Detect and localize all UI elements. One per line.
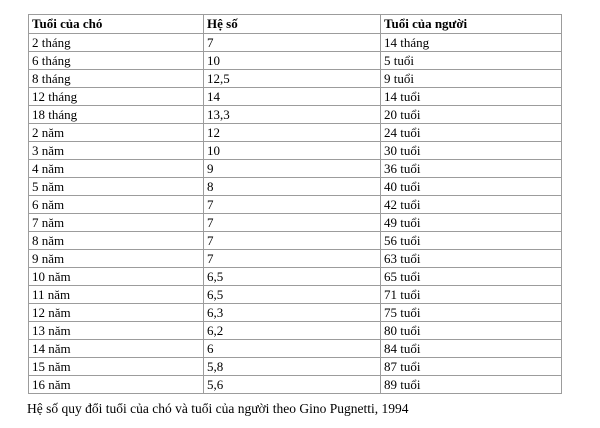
table-caption: Hệ số quy đổi tuổi của chó và tuổi của người theo Gino Pugnetti, 1994 bbox=[27, 401, 409, 416]
table-row bbox=[29, 250, 562, 268]
header-coefficient: Hệ số bbox=[204, 15, 381, 34]
cell-human-age: 49 tuổi bbox=[381, 214, 562, 232]
cell-dog-age: 16 năm bbox=[29, 376, 204, 394]
table-row bbox=[29, 142, 562, 160]
header-dog-age: Tuổi của chó bbox=[29, 15, 204, 34]
table-row bbox=[29, 286, 562, 304]
cell-human-age: 84 tuổi bbox=[381, 340, 562, 358]
cell-human-age: 5 tuổi bbox=[381, 52, 562, 70]
cell-dog-age: 3 năm bbox=[29, 142, 204, 160]
cell-coefficient: 7 bbox=[204, 232, 381, 250]
cell-dog-age: 5 năm bbox=[29, 178, 204, 196]
cell-dog-age: 7 năm bbox=[29, 214, 204, 232]
cell-dog-age: 8 tháng bbox=[29, 70, 204, 88]
cell-human-age: 56 tuổi bbox=[381, 232, 562, 250]
table-row bbox=[29, 52, 562, 70]
table-row bbox=[29, 214, 562, 232]
cell-human-age: 71 tuổi bbox=[381, 286, 562, 304]
table-row bbox=[29, 106, 562, 124]
cell-coefficient: 7 bbox=[204, 250, 381, 268]
cell-human-age: 9 tuổi bbox=[381, 70, 562, 88]
table-row bbox=[29, 124, 562, 142]
cell-dog-age: 9 năm bbox=[29, 250, 204, 268]
cell-human-age: 36 tuổi bbox=[381, 160, 562, 178]
cell-coefficient: 5,8 bbox=[204, 358, 381, 376]
cell-human-age: 24 tuổi bbox=[381, 124, 562, 142]
cell-dog-age: 4 năm bbox=[29, 160, 204, 178]
cell-coefficient: 5,6 bbox=[204, 376, 381, 394]
dog-age-conversion-table bbox=[28, 14, 562, 394]
cell-coefficient: 8 bbox=[204, 178, 381, 196]
cell-human-age: 14 tuổi bbox=[381, 88, 562, 106]
table-row bbox=[29, 70, 562, 88]
cell-coefficient: 7 bbox=[204, 214, 381, 232]
cell-coefficient: 13,3 bbox=[204, 106, 381, 124]
cell-dog-age: 12 tháng bbox=[29, 88, 204, 106]
cell-human-age: 75 tuổi bbox=[381, 304, 562, 322]
cell-coefficient: 10 bbox=[204, 52, 381, 70]
cell-dog-age: 11 năm bbox=[29, 286, 204, 304]
cell-dog-age: 2 năm bbox=[29, 124, 204, 142]
cell-human-age: 87 tuổi bbox=[381, 358, 562, 376]
table-row bbox=[29, 88, 562, 106]
cell-coefficient: 9 bbox=[204, 160, 381, 178]
cell-human-age: 20 tuổi bbox=[381, 106, 562, 124]
table-row bbox=[29, 268, 562, 286]
cell-coefficient: 6,3 bbox=[204, 304, 381, 322]
cell-coefficient: 7 bbox=[204, 34, 381, 52]
cell-dog-age: 14 năm bbox=[29, 340, 204, 358]
cell-coefficient: 12 bbox=[204, 124, 381, 142]
cell-dog-age: 2 tháng bbox=[29, 34, 204, 52]
cell-coefficient: 6,5 bbox=[204, 286, 381, 304]
cell-human-age: 89 tuổi bbox=[381, 376, 562, 394]
cell-dog-age: 10 năm bbox=[29, 268, 204, 286]
table-row bbox=[29, 232, 562, 250]
cell-dog-age: 18 tháng bbox=[29, 106, 204, 124]
cell-human-age: 40 tuổi bbox=[381, 178, 562, 196]
cell-dog-age: 13 năm bbox=[29, 322, 204, 340]
table-row bbox=[29, 160, 562, 178]
cell-coefficient: 14 bbox=[204, 88, 381, 106]
header-human-age: Tuổi của người bbox=[381, 15, 562, 34]
cell-coefficient: 7 bbox=[204, 196, 381, 214]
table-header bbox=[29, 15, 562, 34]
cell-human-age: 42 tuổi bbox=[381, 196, 562, 214]
cell-dog-age: 15 năm bbox=[29, 358, 204, 376]
cell-human-age: 14 tháng bbox=[381, 34, 562, 52]
table-body bbox=[29, 34, 562, 394]
table-row bbox=[29, 358, 562, 376]
cell-coefficient: 6,2 bbox=[204, 322, 381, 340]
cell-coefficient: 6 bbox=[204, 340, 381, 358]
table-row bbox=[29, 376, 562, 394]
cell-dog-age: 6 năm bbox=[29, 196, 204, 214]
cell-coefficient: 10 bbox=[204, 142, 381, 160]
table-row bbox=[29, 304, 562, 322]
cell-dog-age: 6 tháng bbox=[29, 52, 204, 70]
cell-human-age: 65 tuổi bbox=[381, 268, 562, 286]
table-header-row bbox=[29, 15, 562, 34]
table-row bbox=[29, 178, 562, 196]
cell-dog-age: 8 năm bbox=[29, 232, 204, 250]
table-row bbox=[29, 340, 562, 358]
cell-human-age: 30 tuổi bbox=[381, 142, 562, 160]
cell-human-age: 63 tuổi bbox=[381, 250, 562, 268]
table-row bbox=[29, 322, 562, 340]
table-row bbox=[29, 34, 562, 52]
cell-dog-age: 12 năm bbox=[29, 304, 204, 322]
cell-coefficient: 12,5 bbox=[204, 70, 381, 88]
cell-coefficient: 6,5 bbox=[204, 268, 381, 286]
table-row bbox=[29, 196, 562, 214]
cell-human-age: 80 tuổi bbox=[381, 322, 562, 340]
